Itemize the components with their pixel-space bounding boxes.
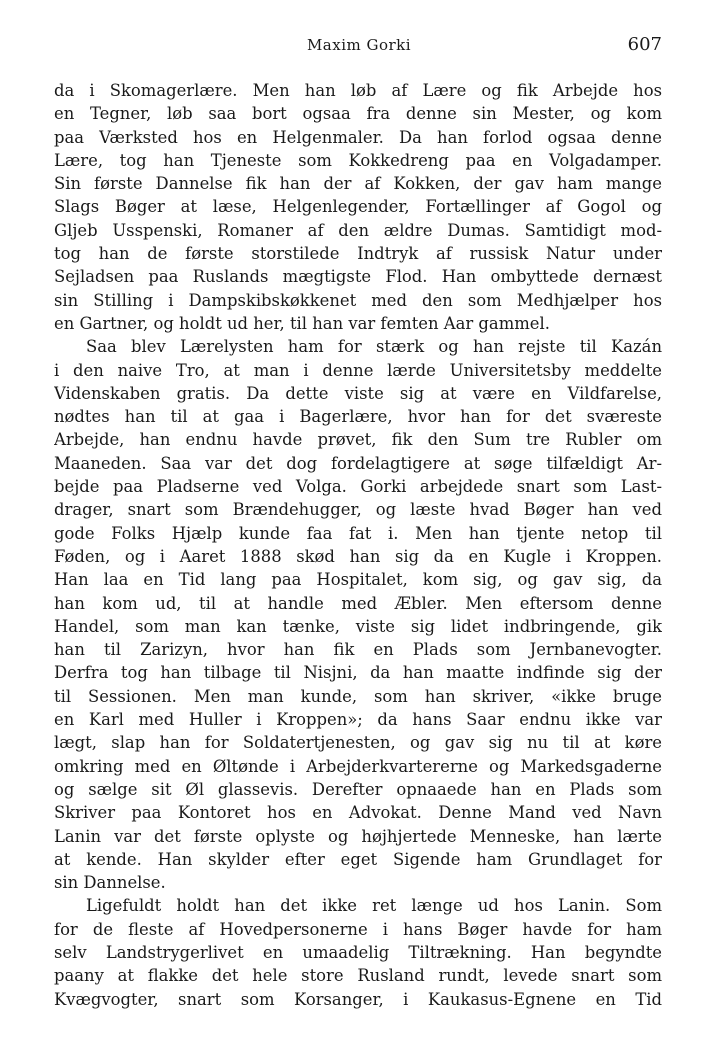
text-line: Lære, tog han Tjeneste som Kokkedreng paa en Volgadamper. bbox=[54, 150, 662, 170]
page-number: 607 bbox=[627, 34, 662, 55]
text-line: Gljeb Usspenski, Romaner af den ældre Dumas. Samtidigt mod- bbox=[54, 220, 662, 240]
text-line: en Tegner, løb saa bort ogsaa fra denne sin Mester, og kom bbox=[54, 104, 662, 124]
text-line: da i Skomagerlære. Men han løb af Lære og fik Arbejde hos bbox=[54, 81, 662, 100]
text-line: bejde paa Pladserne ved Volga. Gorki arbejdede snart som Last- bbox=[54, 477, 662, 497]
text-line: han kom ud, til at handle med Æbler. Men eftersom denne bbox=[54, 593, 662, 613]
text-line: Ligefuldt holdt han det ikke ret længe ud hos Lanin. Som bbox=[86, 896, 662, 916]
text-line: Handel, som man kan tænke, viste sig lidet indbringende, gik bbox=[54, 616, 662, 636]
text-line: gode Folks Hjælp kunde faa fat i. Men han tjente netop til bbox=[54, 523, 662, 543]
text-line: omkring med en Øltønde i Arbejderkvartererne og Markedsgaderne bbox=[54, 756, 662, 776]
text-line: paany at flakke det hele store Rusland rundt, levede snart som bbox=[54, 966, 662, 986]
text-line: i den naive Tro, at man i denne lærde Universitetsby meddelte bbox=[54, 360, 662, 380]
text-line: Sejladsen paa Ruslands mægtigste Flod. Han ombyttede dernæst bbox=[54, 267, 662, 287]
text-line: Saa blev Lærelysten ham for stærk og han rejste til Kazán bbox=[86, 337, 662, 357]
text-line: for de fleste af Hovedpersonerne i hans Bøger havde for ham bbox=[54, 919, 662, 939]
running-title: Maxim Gorki bbox=[306, 36, 412, 54]
text-line: Skriver paa Kontoret hos en Advokat. Denne Mand ved Navn bbox=[54, 803, 662, 823]
text-line: at kende. Han skylder efter eget Sigende ham Grundlaget for bbox=[54, 849, 662, 869]
text-line: han til Zarizyn, hvor han fik en Plads som Jernbanevogter. bbox=[54, 640, 662, 660]
text-line: Derfra tog han tilbage til Nisjni, da han maatte indfinde sig der bbox=[54, 663, 662, 683]
text-line: nødtes han til at gaa i Bagerlære, hvor han for det sværeste bbox=[54, 407, 662, 427]
text-line: Han laa en Tid lang paa Hospitalet, kom sig, og gav sig, da bbox=[54, 570, 662, 590]
text-line: tog han de første storstilede Indtryk af russisk Natur under bbox=[54, 244, 662, 264]
text-line: drager, snart som Brændehugger, og læste hvad Bøger han ved bbox=[54, 500, 662, 520]
text-line: og sælge sit Øl glassevis. Derefter opnaaede han en Plads som bbox=[54, 779, 662, 799]
text-line: paa Værksted hos en Helgenmaler. Da han forlod ogsaa denne bbox=[54, 127, 662, 147]
text-line: lægt, slap han for Soldatertjenesten, og gav sig nu til at køre bbox=[54, 733, 662, 753]
text-line: selv Landstrygerlivet en umaadelig Tiltrækning. Han begyndte bbox=[54, 942, 662, 962]
text-line: Føden, og i Aaret 1888 skød han sig da en Kugle i Kroppen. bbox=[54, 546, 662, 566]
text-line: Sin første Dannelse fik han der af Kokken, der gav ham mange bbox=[54, 174, 662, 194]
text-line: sin Dannelse. bbox=[54, 873, 166, 893]
text-line: Slags Bøger at læse, Helgenlegender, Fortællinger af Gogol og bbox=[54, 197, 662, 217]
text-line: Lanin var det første oplyste og højhjertede Menneske, han lærte bbox=[54, 826, 662, 846]
text-line: Maaneden. Saa var det dog fordelagtigere at søge tilfældigt Ar- bbox=[54, 453, 662, 473]
text-line: til Sessionen. Men man kunde, som han skriver, «ikke bruge bbox=[54, 686, 662, 706]
text-line: Videnskaben gratis. Da dette viste sig at være en Vildfarelse, bbox=[54, 383, 662, 403]
text-line: Kvægvogter, snart som Korsanger, i Kaukasus-Egnene en Tid bbox=[54, 989, 662, 1009]
page-header bbox=[56, 36, 662, 58]
text-line: sin Stilling i Dampskibskøkkenet med den som Medhjælper hos bbox=[54, 290, 662, 310]
body-text bbox=[54, 79, 662, 1011]
text-line: Arbejde, han endnu havde prøvet, fik den Sum tre Rubler om bbox=[54, 430, 662, 450]
text-line: en Gartner, og holdt ud her, til han var femten Aar gammel. bbox=[54, 313, 550, 333]
text-line: en Karl med Huller i Kroppen»; da hans Saar endnu ikke var bbox=[54, 710, 662, 730]
